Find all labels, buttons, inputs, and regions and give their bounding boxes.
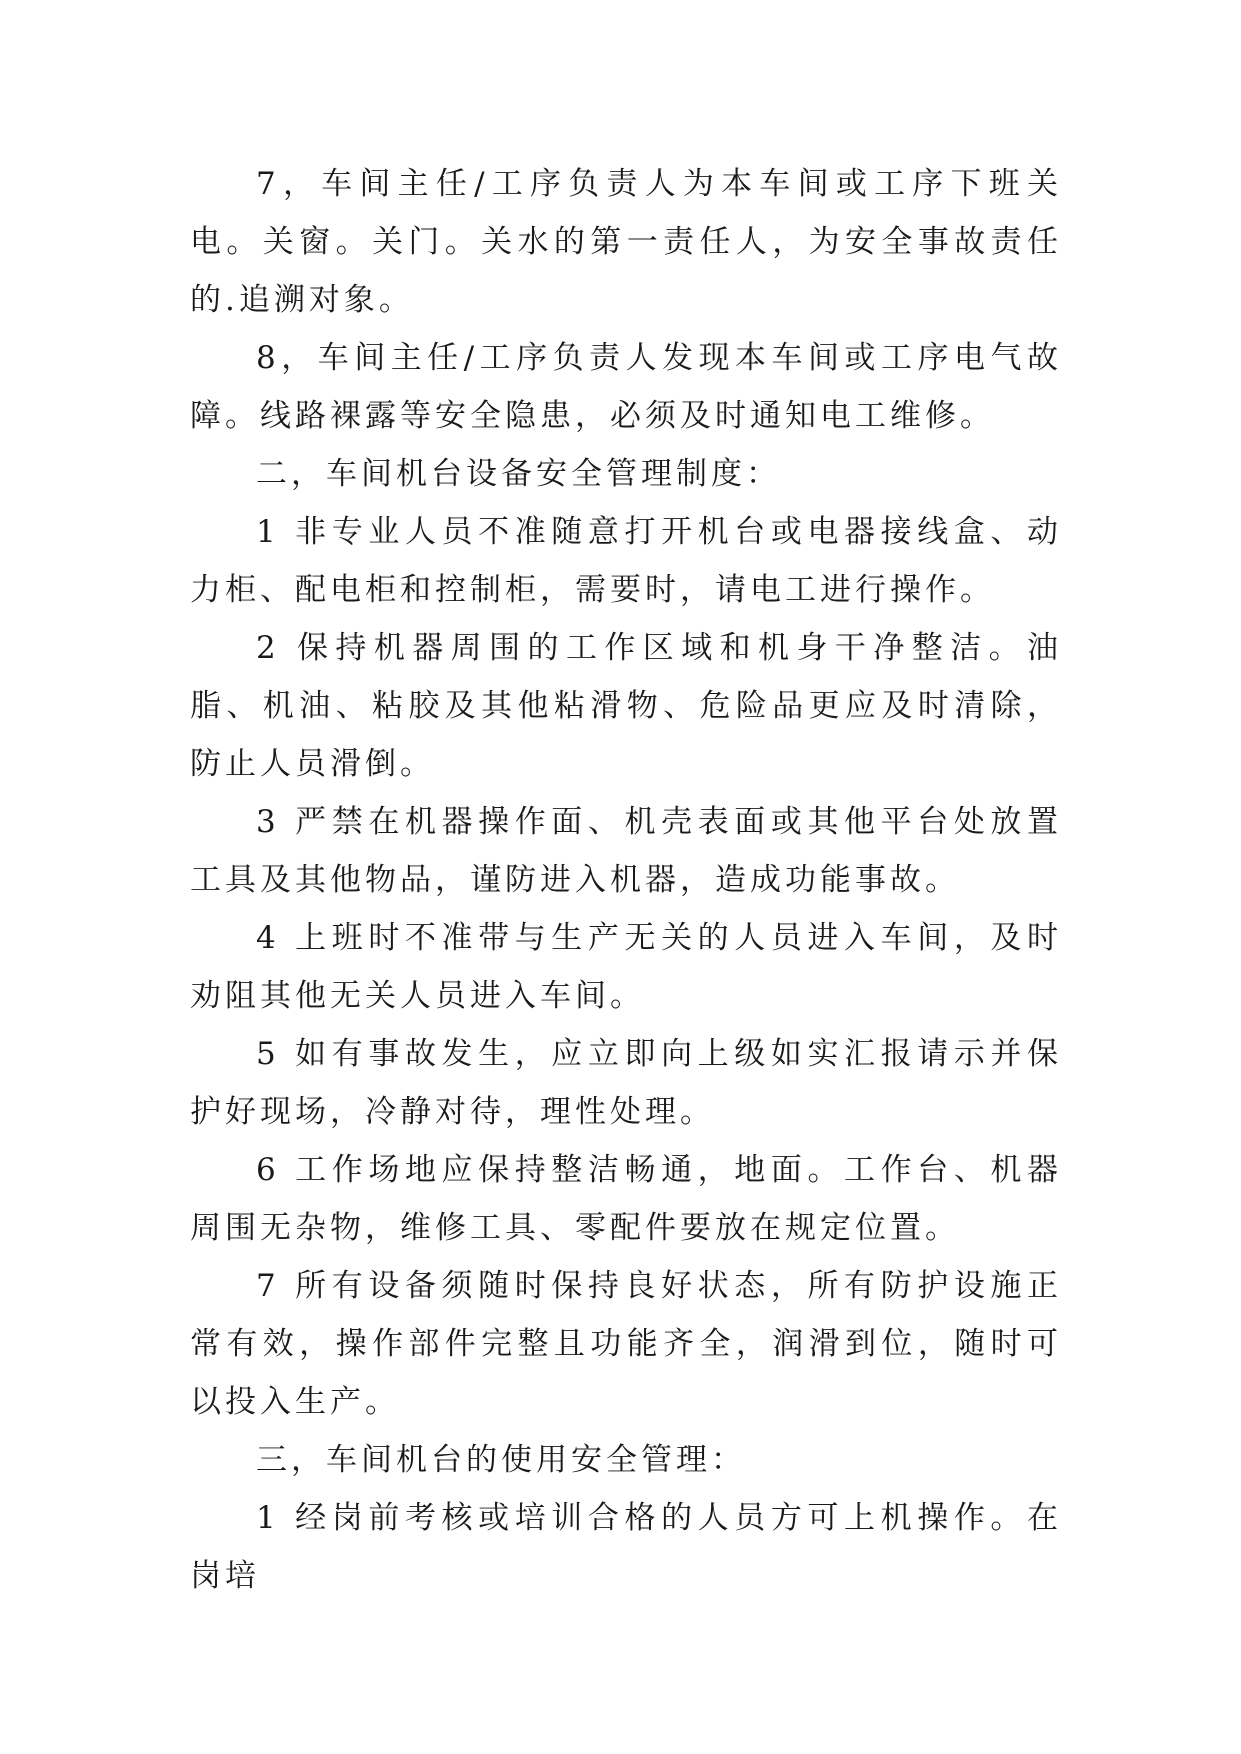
paragraph-equipment-2: 2 保持机器周围的工作区域和机身干净整洁。油脂、机油、粘胶及其他粘滑物、危险品更应及时清除，防止人员滑倒。 [190,630,1062,782]
paragraph-7-power-off-responsibility: 7，车间主任/工序负责人为本车间或工序下班关电。关窗。关门。关水的第一责任人，为安全事故责任的.追溯对象。 [190,166,1062,318]
section-heading-3: 三，车间机台的使用安全管理： [256,1442,746,1478]
paragraph-equipment-1: 1 非专业人员不准随意打开机台或电器接线盒、动力柜、配电柜和控制柜，需要时，请电工进行操作。 [190,514,1062,608]
document-body [190,155,1062,1605]
paragraph-equipment-6: 6 工作场地应保持整洁畅通，地面。工作台、机器周围无杂物，维修工具、零配件要放在规定位置。 [190,1152,1062,1246]
paragraph-equipment-3: 3 严禁在机器操作面、机壳表面或其他平台处放置工具及其他物品，谨防进入机器，造成功能事故。 [190,804,1062,898]
paragraph-equipment-4: 4 上班时不准带与生产无关的人员进入车间，及时劝阻其他无关人员进入车间。 [190,920,1062,1014]
paragraph-8-electrical-hazard: 8，车间主任/工序负责人发现本车间或工序电气故障。线路裸露等安全隐患，必须及时通知电工维修。 [190,340,1062,434]
section-heading-2: 二，车间机台设备安全管理制度： [256,456,781,492]
paragraph-equipment-7: 7 所有设备须随时保持良好状态，所有防护设施正常有效，操作部件完整且功能齐全，润滑到位，随时可以投入生产。 [190,1268,1062,1420]
paragraph-usage-1: 1 经岗前考核或培训合格的人员方可上机操作。在岗培 [190,1500,1062,1594]
paragraph-equipment-5: 5 如有事故发生，应立即向上级如实汇报请示并保护好现场，冷静对待，理性处理。 [190,1036,1062,1130]
